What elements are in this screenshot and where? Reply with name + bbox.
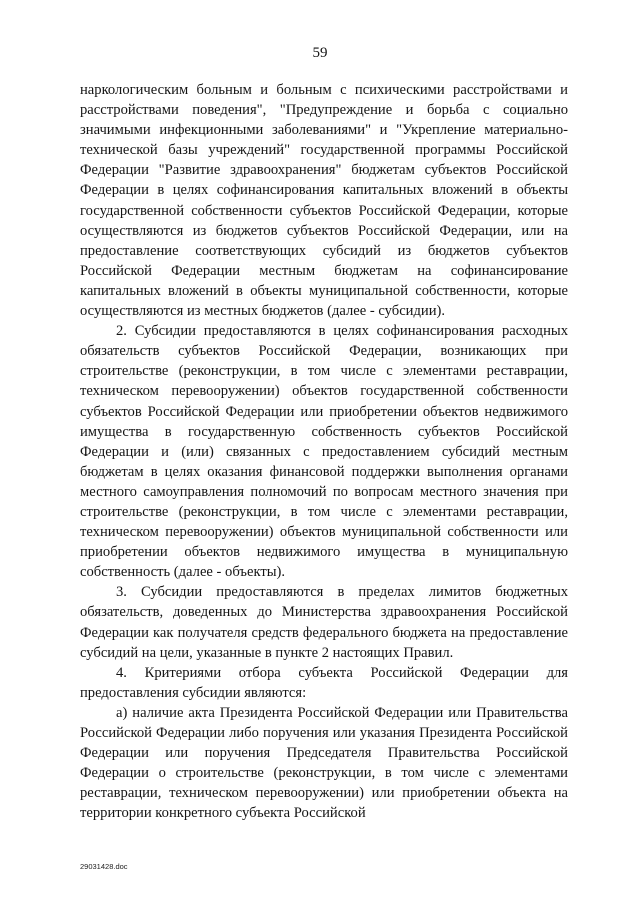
paragraph-3: 3. Субсидии предоставляются в пределах лимитов бюджетных обязательств, доведенных до Министерства здравоохранения Российской Федерации как получателя средств федерального бюджета на предоставление субсидий на цели, указанные в пункте 2 настоящих Правил. <box>80 584 568 661</box>
paragraph-4: 4. Критериями отбора субъекта Российской Федерации для предоставления субсидии являются: <box>80 664 568 701</box>
paragraph-4a: а) наличие акта Президента Российской Федерации или Правительства Российской Федерации либо поручения или указания Президента Российской Федерации или поручения Председателя Правительства Российской Федерации о строительстве (реконструкции, в том числе с элементами реставрации, техническом перевооружении) или приобретении объекта на территории конкретного субъекта Российской <box>80 704 568 822</box>
page-number: 59 <box>312 45 328 61</box>
document-body <box>80 80 568 823</box>
paragraph-2: 2. Субсидии предоставляются в целях софинансирования расходных обязательств субъектов Российской Федерации, возникающих при строительстве (реконструкции, в том числе с элементами реставрации, техническом перевооружении) объектов государственной собственности субъектов Российской Федерации или приобретении объектов недвижимого имущества в государственную собственность субъектов Российской Федерации и (или) связанных с предоставлением субсидий местным бюджетам в целях оказания финансовой поддержки выполнения органами местного самоуправления полномочий по вопросам местного значения при строительстве (реконструкции, в том числе с элементами реставрации, техническом перевооружении) объектов муниципальной собственности или приобретении объектов недвижимого имущества в муниципальную собственность (далее - объекты). <box>80 323 568 581</box>
paragraph-continuation: наркологическим больным и больным с психическими расстройствами и расстройствами поведения", "Предупреждение и борьба с социально значимыми инфекционными заболеваниями" и "Укрепление материально-технической базы учреждений" государственной программы Российской Федерации "Развитие здравоохранения" бюджетам субъектов Российской Федерации в целях софинансирования капитальных вложений в объекты государственной собственности субъектов Российской Федерации, которые осуществляются из бюджетов субъектов Российской Федерации, или на предоставление соответствующих субсидий из бюджетов субъектов Российской Федерации местным бюджетам на софинансирование капитальных вложений в объекты муниципальной собственности, которые осуществляются из местных бюджетов (далее - субсидии). <box>80 82 568 320</box>
footer-doc-code: 29031428.doc <box>80 862 128 871</box>
